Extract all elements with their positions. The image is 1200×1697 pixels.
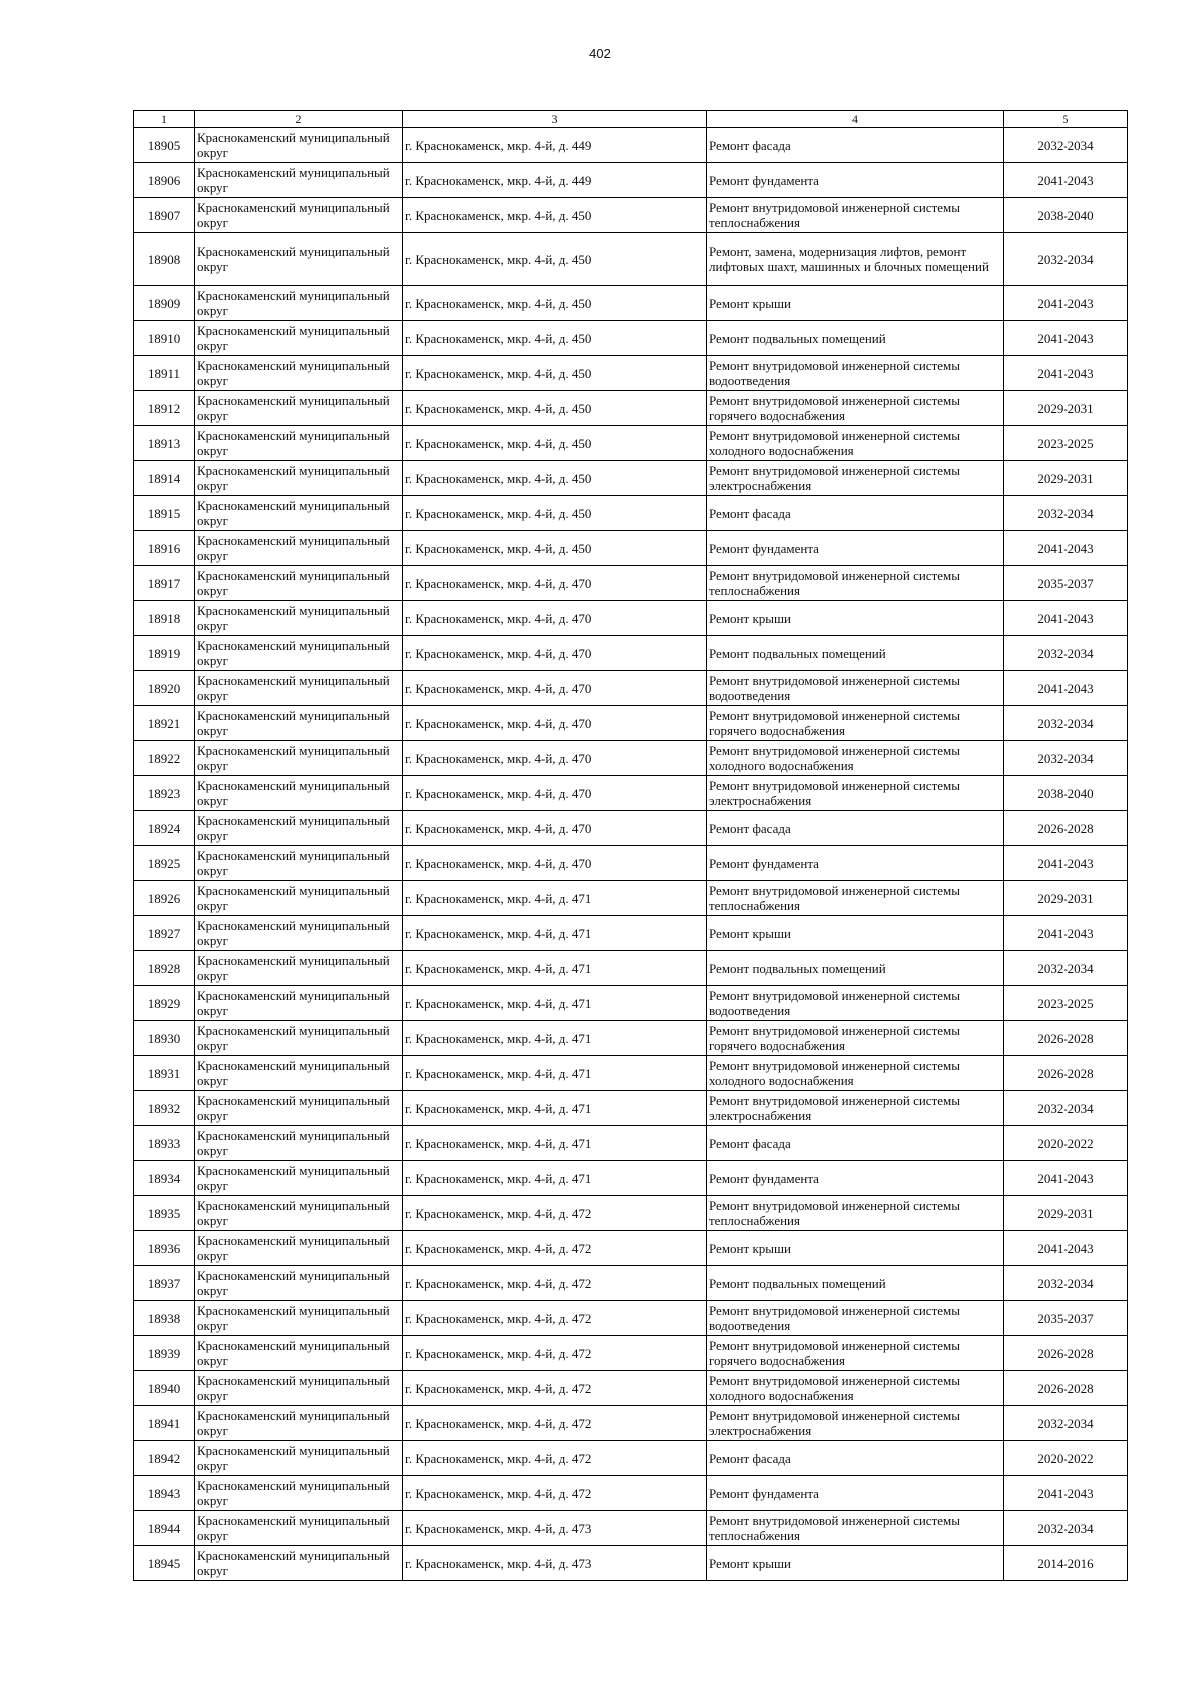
work-type-cell: Ремонт внутридомовой инженерной системы горячего водоснабжения (707, 391, 1004, 426)
row-number-cell: 18932 (134, 1091, 195, 1126)
work-type-cell: Ремонт внутридомовой инженерной системы горячего водоснабжения (707, 706, 1004, 741)
row-number-cell: 18918 (134, 601, 195, 636)
work-type-cell: Ремонт фасада (707, 128, 1004, 163)
period-cell: 2026-2028 (1004, 811, 1128, 846)
period-cell: 2041-2043 (1004, 163, 1128, 198)
district-cell: Краснокаменский муниципальный округ (195, 1231, 403, 1266)
district-cell: Краснокаменский муниципальный округ (195, 1126, 403, 1161)
district-cell: Краснокаменский муниципальный округ (195, 846, 403, 881)
work-type-cell: Ремонт внутридомовой инженерной системы электроснабжения (707, 461, 1004, 496)
period-cell: 2041-2043 (1004, 601, 1128, 636)
district-cell: Краснокаменский муниципальный округ (195, 426, 403, 461)
table-row (134, 1091, 1128, 1126)
period-cell: 2041-2043 (1004, 286, 1128, 321)
period-cell: 2041-2043 (1004, 1161, 1128, 1196)
district-cell: Краснокаменский муниципальный округ (195, 1266, 403, 1301)
work-type-cell: Ремонт фасада (707, 811, 1004, 846)
row-number-cell: 18906 (134, 163, 195, 198)
column-header-4: 4 (707, 111, 1004, 128)
address-cell: г. Краснокаменск, мкр. 4-й, д. 470 (403, 636, 707, 671)
row-number-cell: 18915 (134, 496, 195, 531)
table-row (134, 776, 1128, 811)
address-cell: г. Краснокаменск, мкр. 4-й, д. 471 (403, 881, 707, 916)
period-cell: 2041-2043 (1004, 531, 1128, 566)
period-cell: 2041-2043 (1004, 671, 1128, 706)
period-cell: 2026-2028 (1004, 1336, 1128, 1371)
row-number-cell: 18916 (134, 531, 195, 566)
period-cell: 2023-2025 (1004, 986, 1128, 1021)
work-type-cell: Ремонт фундамента (707, 1476, 1004, 1511)
work-type-cell: Ремонт внутридомовой инженерной системы горячего водоснабжения (707, 1336, 1004, 1371)
work-type-cell: Ремонт внутридомовой инженерной системы водоотведения (707, 1301, 1004, 1336)
period-cell: 2032-2034 (1004, 741, 1128, 776)
row-number-cell: 18933 (134, 1126, 195, 1161)
work-type-cell: Ремонт внутридомовой инженерной системы теплоснабжения (707, 1196, 1004, 1231)
work-type-cell: Ремонт, замена, модернизация лифтов, ремонт лифтовых шахт, машинных и блочных помещений (707, 233, 1004, 286)
address-cell: г. Краснокаменск, мкр. 4-й, д. 450 (403, 391, 707, 426)
district-cell: Краснокаменский муниципальный округ (195, 233, 403, 286)
row-number-cell: 18919 (134, 636, 195, 671)
row-number-cell: 18924 (134, 811, 195, 846)
table-row (134, 1511, 1128, 1546)
work-type-cell: Ремонт внутридомовой инженерной системы холодного водоснабжения (707, 1371, 1004, 1406)
period-cell: 2041-2043 (1004, 321, 1128, 356)
address-cell: г. Краснокаменск, мкр. 4-й, д. 470 (403, 671, 707, 706)
table-row (134, 1301, 1128, 1336)
work-type-cell: Ремонт внутридомовой инженерной системы электроснабжения (707, 1091, 1004, 1126)
period-cell: 2026-2028 (1004, 1371, 1128, 1406)
row-number-cell: 18922 (134, 741, 195, 776)
table-row (134, 1161, 1128, 1196)
work-type-cell: Ремонт внутридомовой инженерной системы водоотведения (707, 671, 1004, 706)
address-cell: г. Краснокаменск, мкр. 4-й, д. 450 (403, 321, 707, 356)
address-cell: г. Краснокаменск, мкр. 4-й, д. 450 (403, 198, 707, 233)
row-number-cell: 18905 (134, 128, 195, 163)
period-cell: 2029-2031 (1004, 1196, 1128, 1231)
address-cell: г. Краснокаменск, мкр. 4-й, д. 450 (403, 286, 707, 321)
district-cell: Краснокаменский муниципальный округ (195, 636, 403, 671)
work-type-cell: Ремонт крыши (707, 1546, 1004, 1581)
row-number-cell: 18911 (134, 356, 195, 391)
work-type-cell: Ремонт внутридомовой инженерной системы холодного водоснабжения (707, 426, 1004, 461)
row-number-cell: 18939 (134, 1336, 195, 1371)
table-row (134, 636, 1128, 671)
row-number-cell: 18938 (134, 1301, 195, 1336)
district-cell: Краснокаменский муниципальный округ (195, 531, 403, 566)
column-header-1: 1 (134, 111, 195, 128)
row-number-cell: 18942 (134, 1441, 195, 1476)
address-cell: г. Краснокаменск, мкр. 4-й, д. 470 (403, 601, 707, 636)
work-type-cell: Ремонт фасада (707, 496, 1004, 531)
work-type-cell: Ремонт фундамента (707, 531, 1004, 566)
table-row (134, 601, 1128, 636)
district-cell: Краснокаменский муниципальный округ (195, 1511, 403, 1546)
district-cell: Краснокаменский муниципальный округ (195, 391, 403, 426)
address-cell: г. Краснокаменск, мкр. 4-й, д. 472 (403, 1406, 707, 1441)
table-row (134, 426, 1128, 461)
row-number-cell: 18941 (134, 1406, 195, 1441)
period-cell: 2026-2028 (1004, 1021, 1128, 1056)
period-cell: 2032-2034 (1004, 233, 1128, 286)
district-cell: Краснокаменский муниципальный округ (195, 566, 403, 601)
address-cell: г. Краснокаменск, мкр. 4-й, д. 473 (403, 1546, 707, 1581)
row-number-cell: 18931 (134, 1056, 195, 1091)
work-type-cell: Ремонт фасада (707, 1441, 1004, 1476)
address-cell: г. Краснокаменск, мкр. 4-й, д. 472 (403, 1266, 707, 1301)
address-cell: г. Краснокаменск, мкр. 4-й, д. 471 (403, 951, 707, 986)
period-cell: 2041-2043 (1004, 1231, 1128, 1266)
period-cell: 2023-2025 (1004, 426, 1128, 461)
table-row (134, 321, 1128, 356)
district-cell: Краснокаменский муниципальный округ (195, 198, 403, 233)
row-number-cell: 18907 (134, 198, 195, 233)
row-number-cell: 18909 (134, 286, 195, 321)
row-number-cell: 18923 (134, 776, 195, 811)
district-cell: Краснокаменский муниципальный округ (195, 1336, 403, 1371)
table-row (134, 846, 1128, 881)
column-header-5: 5 (1004, 111, 1128, 128)
table-row (134, 1476, 1128, 1511)
table-row (134, 391, 1128, 426)
table-row (134, 128, 1128, 163)
table-row (134, 1021, 1128, 1056)
period-cell: 2032-2034 (1004, 496, 1128, 531)
table-row (134, 1231, 1128, 1266)
district-cell: Краснокаменский муниципальный округ (195, 1371, 403, 1406)
table-row (134, 1371, 1128, 1406)
row-number-cell: 18945 (134, 1546, 195, 1581)
table-row (134, 811, 1128, 846)
period-cell: 2020-2022 (1004, 1126, 1128, 1161)
table-row (134, 1266, 1128, 1301)
address-cell: г. Краснокаменск, мкр. 4-й, д. 472 (403, 1371, 707, 1406)
address-cell: г. Краснокаменск, мкр. 4-й, д. 470 (403, 741, 707, 776)
work-type-cell: Ремонт внутридомовой инженерной системы горячего водоснабжения (707, 1021, 1004, 1056)
period-cell: 2014-2016 (1004, 1546, 1128, 1581)
table-row (134, 916, 1128, 951)
district-cell: Краснокаменский муниципальный округ (195, 1301, 403, 1336)
table-row (134, 233, 1128, 286)
table-row (134, 1546, 1128, 1581)
table-row (134, 356, 1128, 391)
table-row (134, 566, 1128, 601)
work-type-cell: Ремонт крыши (707, 1231, 1004, 1266)
row-number-cell: 18920 (134, 671, 195, 706)
row-number-cell: 18912 (134, 391, 195, 426)
table-row (134, 1441, 1128, 1476)
table-row (134, 706, 1128, 741)
address-cell: г. Краснокаменск, мкр. 4-й, д. 471 (403, 986, 707, 1021)
address-cell: г. Краснокаменск, мкр. 4-й, д. 470 (403, 846, 707, 881)
row-number-cell: 18937 (134, 1266, 195, 1301)
address-cell: г. Краснокаменск, мкр. 4-й, д. 450 (403, 461, 707, 496)
work-type-cell: Ремонт крыши (707, 286, 1004, 321)
period-cell: 2041-2043 (1004, 846, 1128, 881)
table-row (134, 1056, 1128, 1091)
address-cell: г. Краснокаменск, мкр. 4-й, д. 473 (403, 1511, 707, 1546)
row-number-cell: 18934 (134, 1161, 195, 1196)
table-row (134, 881, 1128, 916)
table-row (134, 1196, 1128, 1231)
table-row (134, 671, 1128, 706)
row-number-cell: 18943 (134, 1476, 195, 1511)
row-number-cell: 18914 (134, 461, 195, 496)
district-cell: Краснокаменский муниципальный округ (195, 986, 403, 1021)
address-cell: г. Краснокаменск, мкр. 4-й, д. 472 (403, 1301, 707, 1336)
period-cell: 2041-2043 (1004, 356, 1128, 391)
work-type-cell: Ремонт подвальных помещений (707, 321, 1004, 356)
column-header-3: 3 (403, 111, 707, 128)
work-type-cell: Ремонт внутридомовой инженерной системы теплоснабжения (707, 566, 1004, 601)
district-cell: Краснокаменский муниципальный округ (195, 916, 403, 951)
page-number: 402 (589, 46, 611, 61)
district-cell: Краснокаменский муниципальный округ (195, 881, 403, 916)
district-cell: Краснокаменский муниципальный округ (195, 356, 403, 391)
period-cell: 2032-2034 (1004, 1266, 1128, 1301)
row-number-cell: 18921 (134, 706, 195, 741)
address-cell: г. Краснокаменск, мкр. 4-й, д. 471 (403, 1056, 707, 1091)
address-cell: г. Краснокаменск, мкр. 4-й, д. 450 (403, 356, 707, 391)
address-cell: г. Краснокаменск, мкр. 4-й, д. 450 (403, 426, 707, 461)
district-cell: Краснокаменский муниципальный округ (195, 128, 403, 163)
district-cell: Краснокаменский муниципальный округ (195, 741, 403, 776)
district-cell: Краснокаменский муниципальный округ (195, 286, 403, 321)
table-body (134, 128, 1128, 1581)
district-cell: Краснокаменский муниципальный округ (195, 321, 403, 356)
address-cell: г. Краснокаменск, мкр. 4-й, д. 471 (403, 1126, 707, 1161)
repair-schedule-table (133, 110, 1128, 1581)
table-row (134, 951, 1128, 986)
district-cell: Краснокаменский муниципальный округ (195, 671, 403, 706)
period-cell: 2020-2022 (1004, 1441, 1128, 1476)
period-cell: 2026-2028 (1004, 1056, 1128, 1091)
row-number-cell: 18928 (134, 951, 195, 986)
work-type-cell: Ремонт внутридомовой инженерной системы электроснабжения (707, 776, 1004, 811)
period-cell: 2032-2034 (1004, 128, 1128, 163)
district-cell: Краснокаменский муниципальный округ (195, 951, 403, 986)
work-type-cell: Ремонт крыши (707, 601, 1004, 636)
work-type-cell: Ремонт фундамента (707, 163, 1004, 198)
period-cell: 2041-2043 (1004, 916, 1128, 951)
district-cell: Краснокаменский муниципальный округ (195, 1196, 403, 1231)
work-type-cell: Ремонт фасада (707, 1126, 1004, 1161)
address-cell: г. Краснокаменск, мкр. 4-й, д. 450 (403, 233, 707, 286)
address-cell: г. Краснокаменск, мкр. 4-й, д. 470 (403, 566, 707, 601)
work-type-cell: Ремонт внутридомовой инженерной системы холодного водоснабжения (707, 741, 1004, 776)
district-cell: Краснокаменский муниципальный округ (195, 1441, 403, 1476)
period-cell: 2029-2031 (1004, 461, 1128, 496)
district-cell: Краснокаменский муниципальный округ (195, 461, 403, 496)
district-cell: Краснокаменский муниципальный округ (195, 706, 403, 741)
work-type-cell: Ремонт внутридомовой инженерной системы водоотведения (707, 356, 1004, 391)
period-cell: 2029-2031 (1004, 881, 1128, 916)
work-type-cell: Ремонт внутридомовой инженерной системы теплоснабжения (707, 881, 1004, 916)
period-cell: 2029-2031 (1004, 391, 1128, 426)
table-row (134, 163, 1128, 198)
address-cell: г. Краснокаменск, мкр. 4-й, д. 471 (403, 916, 707, 951)
table-row (134, 286, 1128, 321)
period-cell: 2038-2040 (1004, 776, 1128, 811)
row-number-cell: 18927 (134, 916, 195, 951)
work-type-cell: Ремонт внутридомовой инженерной системы холодного водоснабжения (707, 1056, 1004, 1091)
column-header-2: 2 (195, 111, 403, 128)
row-number-cell: 18936 (134, 1231, 195, 1266)
table-row (134, 1336, 1128, 1371)
row-number-cell: 18929 (134, 986, 195, 1021)
table-row (134, 986, 1128, 1021)
period-cell: 2032-2034 (1004, 706, 1128, 741)
work-type-cell: Ремонт фундамента (707, 1161, 1004, 1196)
table-row (134, 741, 1128, 776)
district-cell: Краснокаменский муниципальный округ (195, 811, 403, 846)
address-cell: г. Краснокаменск, мкр. 4-й, д. 450 (403, 531, 707, 566)
table-row (134, 531, 1128, 566)
row-number-cell: 18925 (134, 846, 195, 881)
work-type-cell: Ремонт внутридомовой инженерной системы теплоснабжения (707, 198, 1004, 233)
table-row (134, 496, 1128, 531)
district-cell: Краснокаменский муниципальный округ (195, 1161, 403, 1196)
address-cell: г. Краснокаменск, мкр. 4-й, д. 470 (403, 811, 707, 846)
period-cell: 2041-2043 (1004, 1476, 1128, 1511)
address-cell: г. Краснокаменск, мкр. 4-й, д. 472 (403, 1336, 707, 1371)
row-number-cell: 18917 (134, 566, 195, 601)
address-cell: г. Краснокаменск, мкр. 4-й, д. 450 (403, 496, 707, 531)
address-cell: г. Краснокаменск, мкр. 4-й, д. 471 (403, 1161, 707, 1196)
table-row (134, 198, 1128, 233)
district-cell: Краснокаменский муниципальный округ (195, 1091, 403, 1126)
work-type-cell: Ремонт подвальных помещений (707, 1266, 1004, 1301)
district-cell: Краснокаменский муниципальный округ (195, 1546, 403, 1581)
period-cell: 2032-2034 (1004, 1511, 1128, 1546)
period-cell: 2035-2037 (1004, 1301, 1128, 1336)
row-number-cell: 18910 (134, 321, 195, 356)
address-cell: г. Краснокаменск, мкр. 4-й, д. 471 (403, 1021, 707, 1056)
period-cell: 2032-2034 (1004, 1406, 1128, 1441)
row-number-cell: 18940 (134, 1371, 195, 1406)
row-number-cell: 18935 (134, 1196, 195, 1231)
district-cell: Краснокаменский муниципальный округ (195, 1021, 403, 1056)
address-cell: г. Краснокаменск, мкр. 4-й, д. 470 (403, 776, 707, 811)
work-type-cell: Ремонт внутридомовой инженерной системы теплоснабжения (707, 1511, 1004, 1546)
table-row (134, 461, 1128, 496)
header-row (134, 111, 1128, 128)
work-type-cell: Ремонт подвальных помещений (707, 636, 1004, 671)
address-cell: г. Краснокаменск, мкр. 4-й, д. 470 (403, 706, 707, 741)
district-cell: Краснокаменский муниципальный округ (195, 601, 403, 636)
period-cell: 2038-2040 (1004, 198, 1128, 233)
work-type-cell: Ремонт внутридомовой инженерной системы водоотведения (707, 986, 1004, 1021)
period-cell: 2032-2034 (1004, 1091, 1128, 1126)
table-row (134, 1406, 1128, 1441)
row-number-cell: 18908 (134, 233, 195, 286)
address-cell: г. Краснокаменск, мкр. 4-й, д. 471 (403, 1091, 707, 1126)
district-cell: Краснокаменский муниципальный округ (195, 1056, 403, 1091)
address-cell: г. Краснокаменск, мкр. 4-й, д. 472 (403, 1231, 707, 1266)
period-cell: 2032-2034 (1004, 636, 1128, 671)
work-type-cell: Ремонт подвальных помещений (707, 951, 1004, 986)
work-type-cell: Ремонт крыши (707, 916, 1004, 951)
work-type-cell: Ремонт фундамента (707, 846, 1004, 881)
row-number-cell: 18944 (134, 1511, 195, 1546)
row-number-cell: 18930 (134, 1021, 195, 1056)
address-cell: г. Краснокаменск, мкр. 4-й, д. 449 (403, 128, 707, 163)
address-cell: г. Краснокаменск, мкр. 4-й, д. 472 (403, 1196, 707, 1231)
row-number-cell: 18913 (134, 426, 195, 461)
work-type-cell: Ремонт внутридомовой инженерной системы электроснабжения (707, 1406, 1004, 1441)
table-row (134, 1126, 1128, 1161)
district-cell: Краснокаменский муниципальный округ (195, 1406, 403, 1441)
row-number-cell: 18926 (134, 881, 195, 916)
period-cell: 2035-2037 (1004, 566, 1128, 601)
period-cell: 2032-2034 (1004, 951, 1128, 986)
district-cell: Краснокаменский муниципальный округ (195, 496, 403, 531)
district-cell: Краснокаменский муниципальный округ (195, 163, 403, 198)
district-cell: Краснокаменский муниципальный округ (195, 776, 403, 811)
address-cell: г. Краснокаменск, мкр. 4-й, д. 472 (403, 1476, 707, 1511)
address-cell: г. Краснокаменск, мкр. 4-й, д. 449 (403, 163, 707, 198)
address-cell: г. Краснокаменск, мкр. 4-й, д. 472 (403, 1441, 707, 1476)
district-cell: Краснокаменский муниципальный округ (195, 1476, 403, 1511)
